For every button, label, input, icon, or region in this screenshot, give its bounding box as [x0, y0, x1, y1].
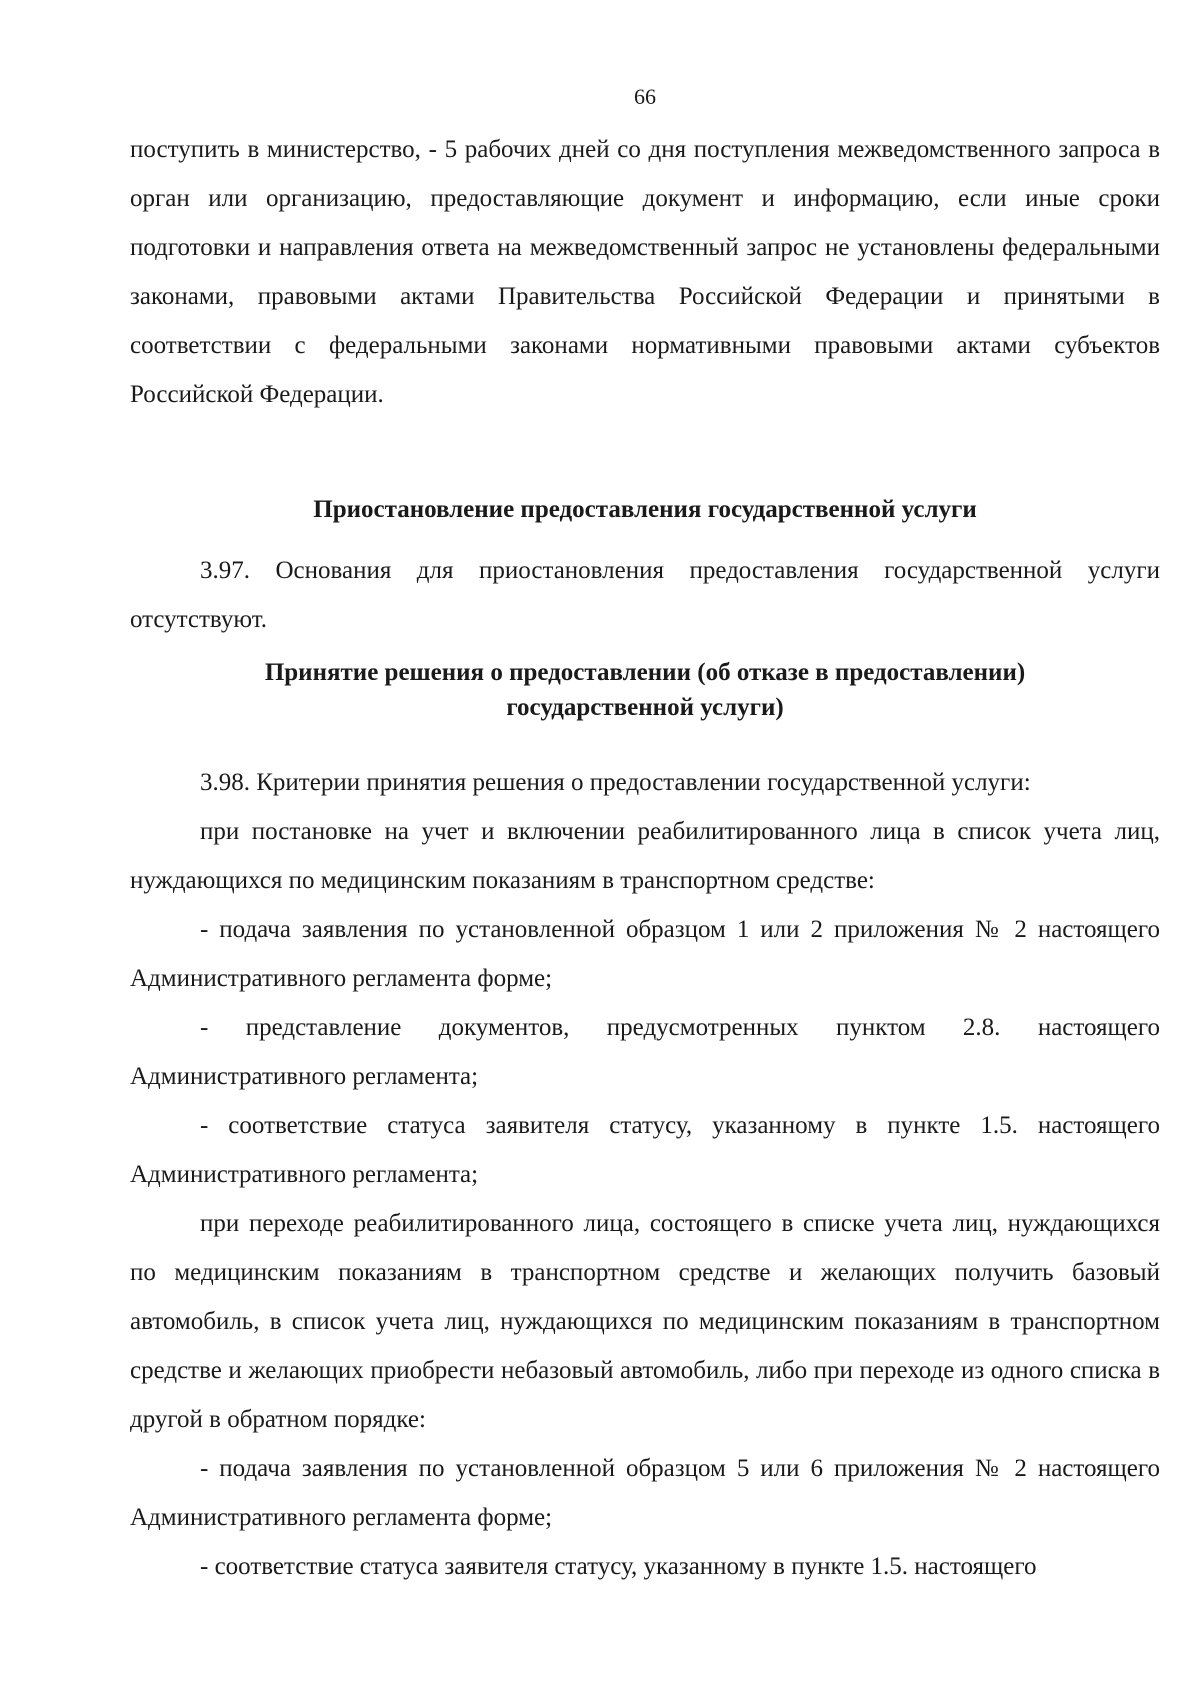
paragraph-block-2 — [130, 546, 1160, 644]
paragraph: при переходе реабилитированного лица, состоящего в списке учета лиц, нуждающихся по медицинским показаниям в транспортном средстве и желающих получить базовый автомобиль, в список учета лиц, нуждающихся по медицинским показаниям в транспортном средстве и желающих приобрести небазовый автомобиль, либо при переходе из одного списка в другой в обратном порядке: — [130, 1210, 1160, 1433]
paragraph-block-1 — [130, 125, 1160, 419]
page-number: 66 — [634, 84, 656, 109]
list-item: - подача заявления по установленной образцом 5 или 6 приложения № 2 настоящего Административного регламента форме; — [130, 1455, 1160, 1531]
list-item: - соответствие статуса заявителя статусу, указанному в пункте 1.5. настоящего — [200, 1553, 1037, 1580]
paragraph: 3.98. Критерии принятия решения о предоставлении государственной услуги: — [200, 769, 1031, 796]
section-heading-decision — [130, 655, 1160, 725]
paragraph: при постановке на учет и включении реабилитированного лица в список учета лиц, нуждающихся по медицинским показаниям в транспортном средстве: — [130, 818, 1160, 894]
paragraph: 3.97. Основания для приостановления предоставления государственной услуги отсутствуют. — [130, 557, 1160, 633]
section-heading-suspension: Приостановление предоставления государственной услуги — [313, 496, 977, 523]
paragraph: поступить в министерство, - 5 рабочих дней со дня поступления межведомственного запроса в орган или организацию, предоставляющие документ и информацию, если иные сроки подготовки и направления ответа на межведомственный запрос не установлены федеральными законами, правовыми актами Правительства Российской Федерации и принятыми в соответствии с федеральными законами нормативными правовыми актами субъектов Российской Федерации. — [130, 136, 1160, 408]
list-item: - подача заявления по установленной образцом 1 или 2 приложения № 2 настоящего Административного регламента форме; — [130, 916, 1160, 992]
list-item: - соответствие статуса заявителя статусу, указанному в пункте 1.5. настоящего Административного регламента; — [130, 1112, 1160, 1188]
list-item: - представление документов, предусмотренных пунктом 2.8. настоящего Административного регламента; — [130, 1014, 1160, 1090]
heading-line: государственной услуги) — [506, 694, 784, 721]
paragraph-block-3 — [130, 758, 1160, 1591]
heading-line: Принятие решения о предоставлении (об отказе в предоставлении) — [264, 659, 1026, 686]
